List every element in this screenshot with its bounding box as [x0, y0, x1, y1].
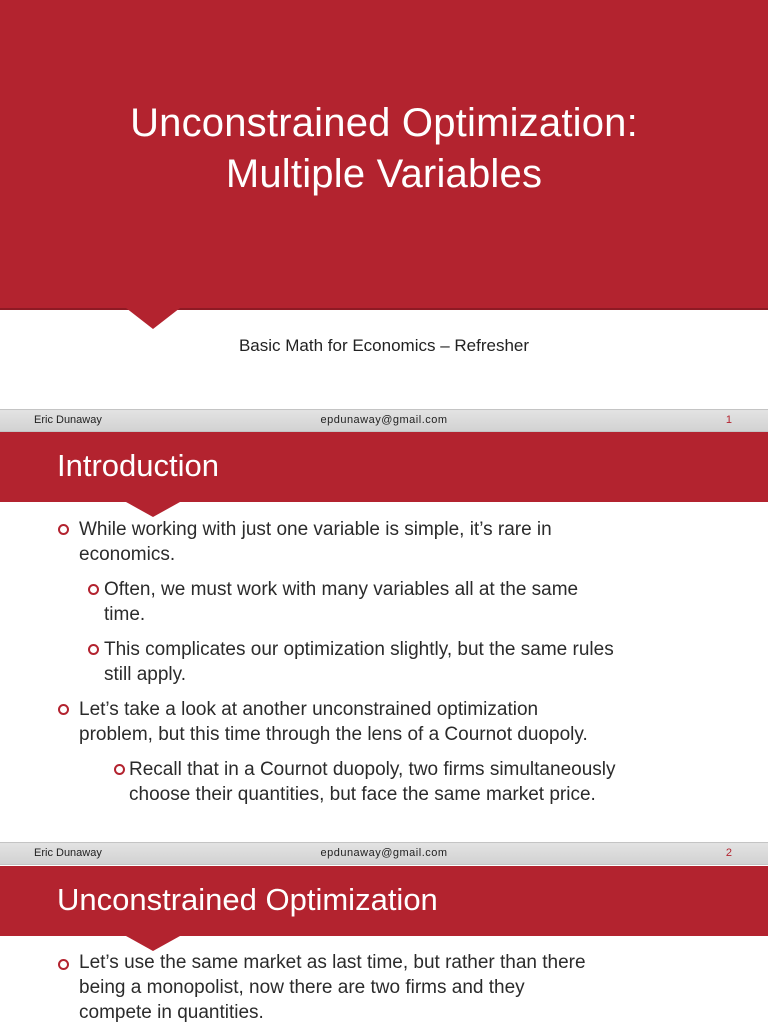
- bullet-text: Let’s take a look at another unconstrained optimization: [79, 699, 539, 720]
- banner-notch: [126, 308, 180, 329]
- unconstrained-optimization-slide: [0, 866, 768, 1024]
- sub-bullet-item: [104, 637, 614, 687]
- slide-number: 1: [725, 414, 732, 426]
- introduction-slide: [0, 432, 768, 840]
- sub-bullet-item: [129, 757, 616, 807]
- bullet-item: [79, 950, 586, 1024]
- bullet-text: Let’s use the same market as last time, but rather than there: [79, 952, 586, 973]
- header-notch: [126, 502, 180, 517]
- footer-author: Eric Dunaway: [34, 414, 102, 426]
- sub-bullet-item: [104, 577, 578, 627]
- bullet-text: While working with just one variable is simple, it’s rare in: [79, 519, 552, 540]
- bullet-text: This complicates our optimization slightly, but the same rules: [104, 639, 614, 660]
- bullet-text: Often, we must work with many variables all at the same: [104, 579, 579, 600]
- sub-bullet-marker-icon: [114, 764, 125, 775]
- footer-email: epdunaway@gmail.com: [320, 847, 448, 859]
- slide-number: 2: [725, 847, 732, 859]
- bullet-item: [79, 517, 552, 567]
- footer-email: epdunaway@gmail.com: [320, 414, 448, 426]
- sub-bullet-marker-icon: [88, 644, 99, 655]
- bullet-text: Recall that in a Cournot duopoly, two firms simultaneously: [129, 759, 616, 780]
- bullet-text: problem, but this time through the lens of a Cournot duopoly.: [79, 724, 588, 745]
- sub-bullet-marker-icon: [88, 584, 99, 595]
- title-line-2: Multiple Variables: [225, 152, 543, 196]
- slide-subtitle: Basic Math for Economics – Refresher: [238, 336, 530, 355]
- bullet-marker-icon: [58, 704, 69, 715]
- slide-footer: [0, 409, 768, 432]
- slide-heading: Introduction: [57, 448, 219, 483]
- bullet-marker-icon: [58, 959, 69, 970]
- header-notch: [126, 936, 180, 951]
- bullet-marker-icon: [58, 524, 69, 535]
- title-slide: [0, 0, 768, 403]
- bullet-text: compete in quantities.: [79, 1002, 264, 1023]
- bullet-text: being a monopolist, now there are two firms and they: [79, 977, 525, 998]
- footer-author: Eric Dunaway: [34, 847, 102, 859]
- title-line-1: Unconstrained Optimization:: [130, 101, 638, 145]
- bullet-text: time.: [104, 604, 146, 625]
- bullet-text: economics.: [79, 544, 176, 565]
- slide-footer: [0, 842, 768, 865]
- slide-heading: Unconstrained Optimization: [57, 882, 438, 917]
- bullet-text: choose their quantities, but face the same market price.: [129, 784, 596, 805]
- bullet-text: still apply.: [104, 664, 187, 685]
- slide-title: [0, 98, 768, 200]
- bullet-item: [79, 697, 588, 747]
